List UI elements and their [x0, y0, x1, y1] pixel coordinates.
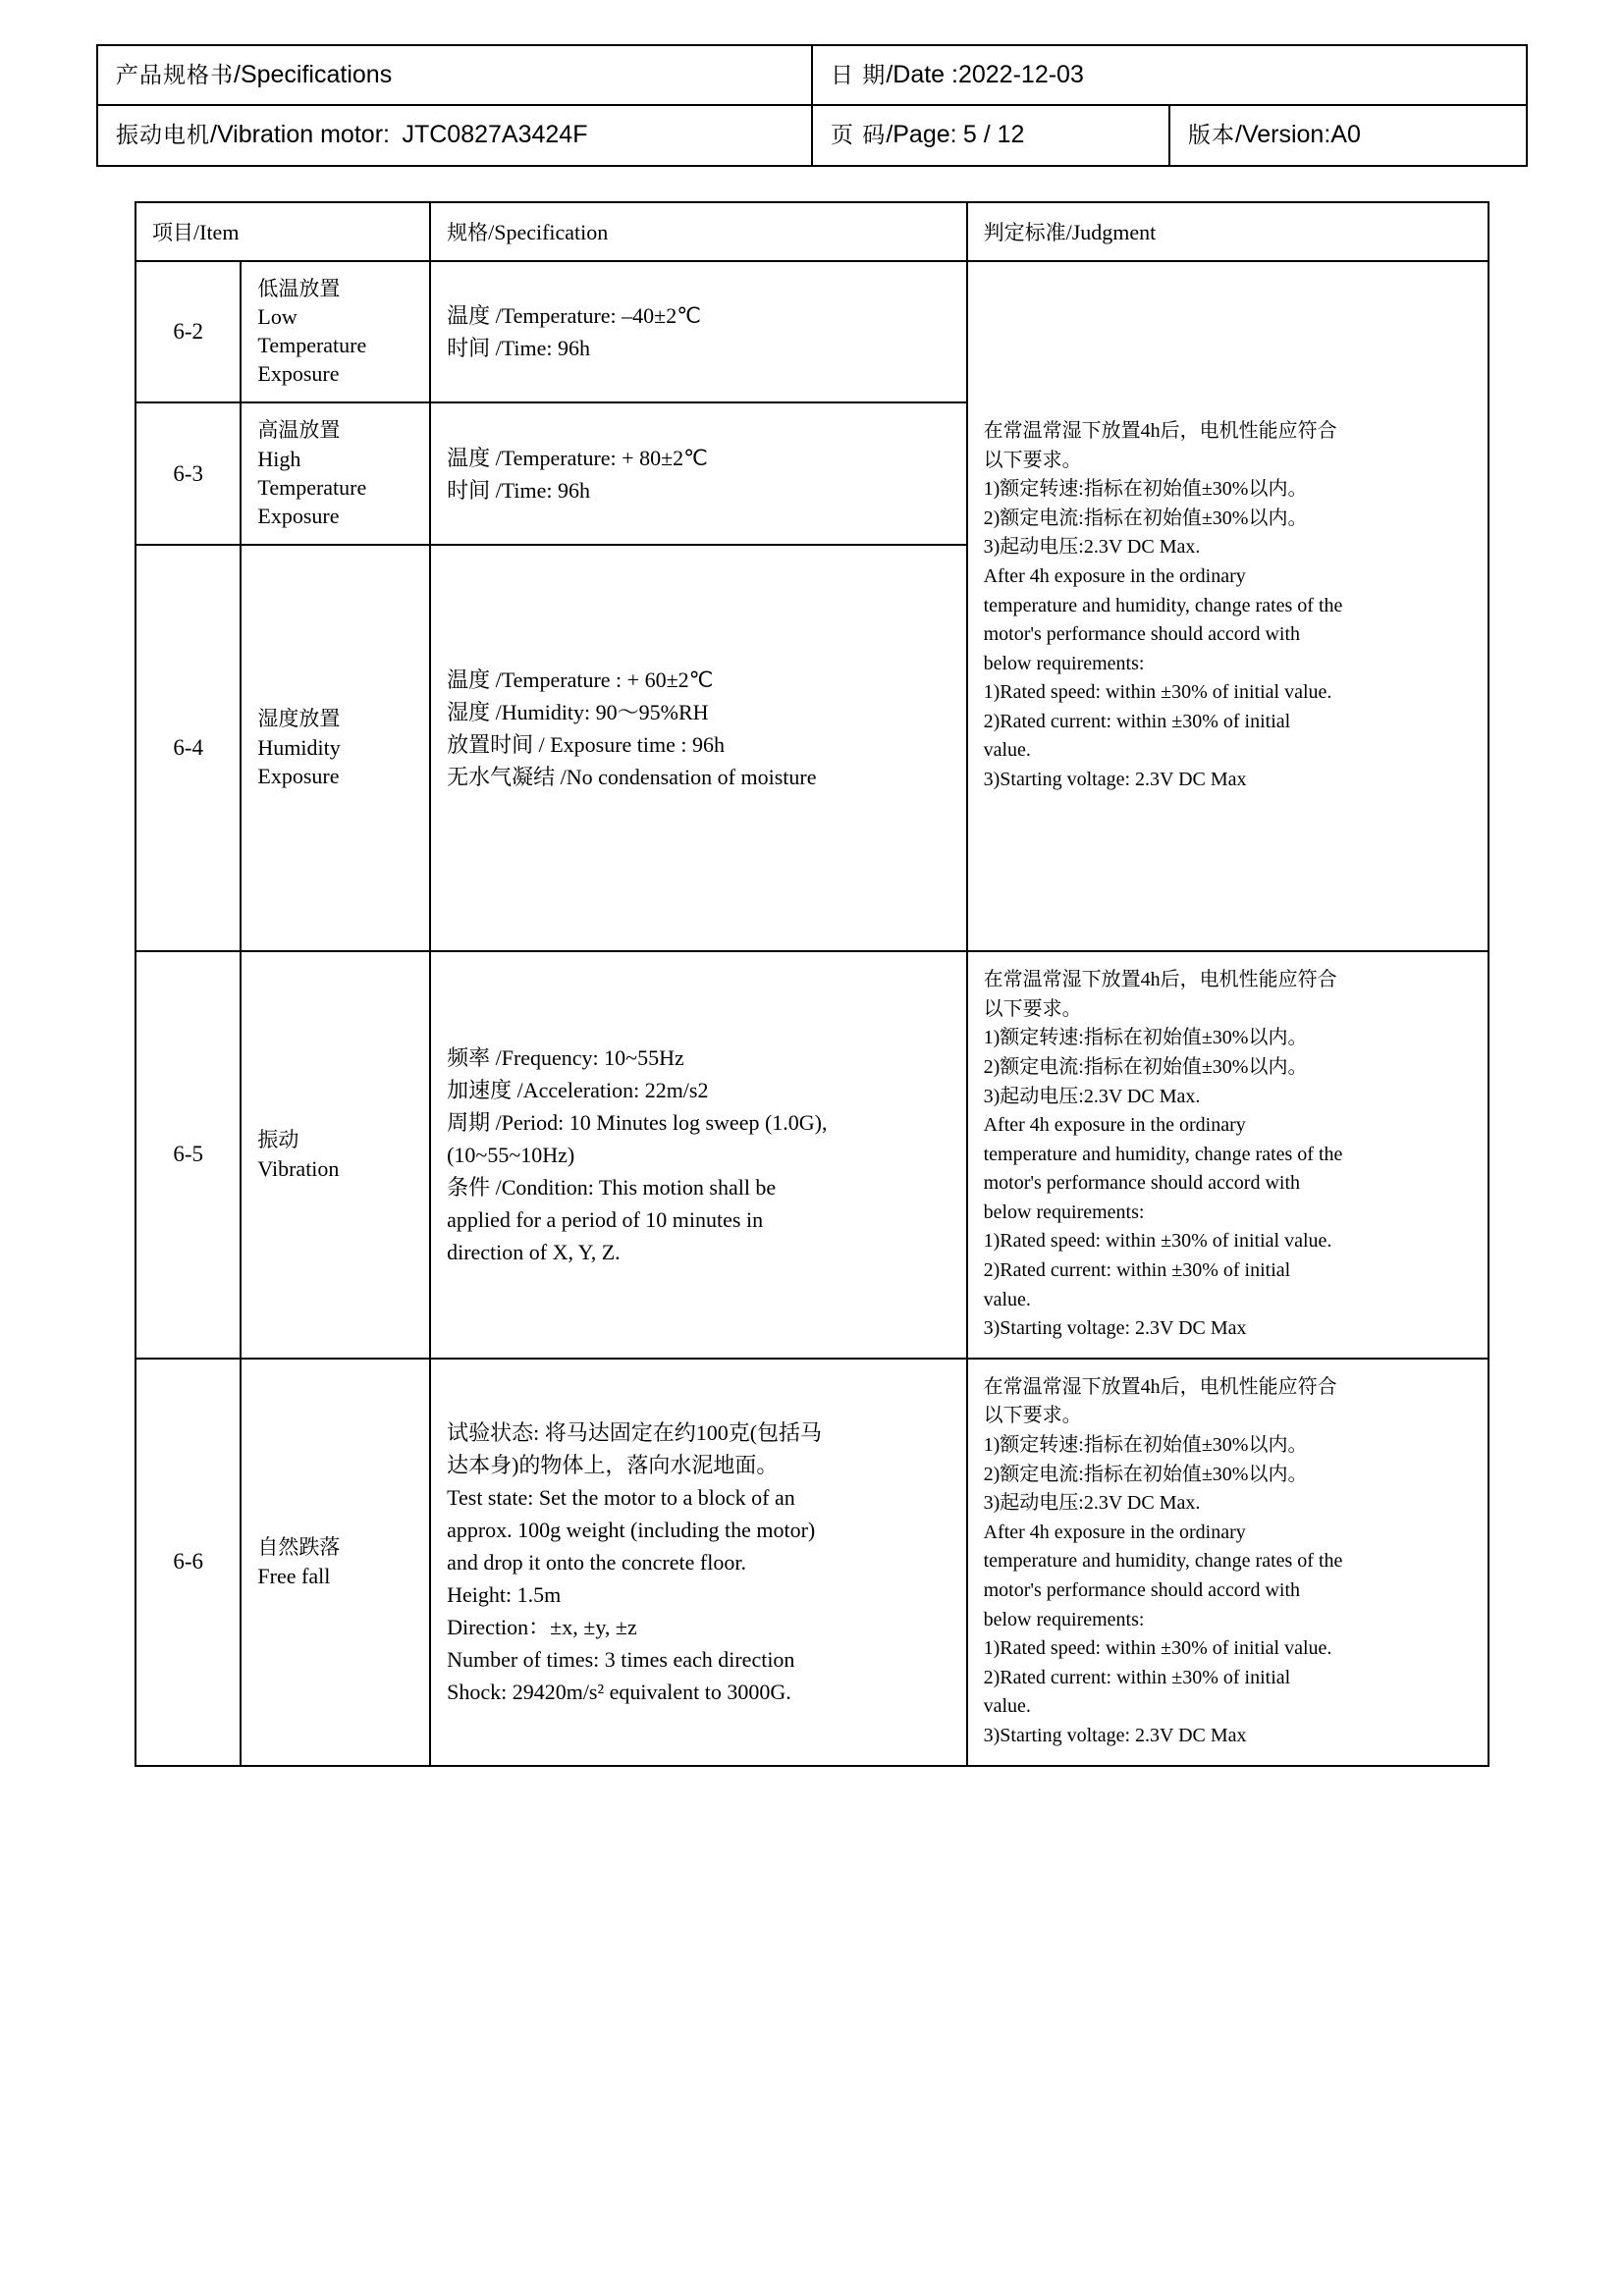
row-number: 6-4 — [135, 545, 241, 951]
column-header-item-cn: 项目 — [152, 220, 193, 244]
judgment-line: 以下要求。 — [983, 449, 1082, 471]
header-cell-page — [812, 105, 1169, 165]
spec-line: 放置时间 / Exposure time : 96h — [447, 732, 726, 758]
row-specification — [430, 402, 967, 545]
judgment-line: 在常温常湿下放置4h后，电机性能应符合 — [983, 419, 1337, 442]
spec-line: 周期 /Period: 10 Minutes log sweep (1.0G), — [447, 1109, 828, 1135]
row-item-name — [241, 402, 430, 545]
judgment-line: After 4h exposure in the ordinary — [983, 1114, 1246, 1137]
row-item-name — [241, 545, 430, 951]
judgment-line: 以下要求。 — [983, 997, 1082, 1020]
row-item-name — [241, 951, 430, 1359]
judgment-line: After 4h exposure in the ordinary — [983, 564, 1246, 587]
judgment-line: temperature and humidity, change rates of the — [983, 1143, 1343, 1165]
judgment-line: 1)额定转速:指标在初始值±30%以内。 — [983, 478, 1308, 501]
judgment-line: 在常温常湿下放置4h后，电机性能应符合 — [983, 1375, 1337, 1398]
row-specification — [430, 1359, 967, 1766]
judgment-line: value. — [983, 1695, 1031, 1718]
specification-table — [135, 201, 1489, 1767]
judgment-line: 2)Rated current: within ±30% of initial — [983, 1666, 1291, 1688]
item-label-cn: 低温放置 — [257, 276, 341, 300]
judgment-line: value. — [983, 1288, 1031, 1310]
judgment-line: temperature and humidity, change rates of the — [983, 594, 1343, 616]
column-header-spec-en: /Specification — [488, 219, 609, 244]
item-label-en-1: High — [257, 447, 301, 472]
judgment-line: 2)额定电流:指标在初始值±30%以内。 — [983, 507, 1308, 529]
spec-line: 无水气凝结 /No condensation of moisture — [447, 765, 817, 790]
judgment-line: 1)额定转速:指标在初始值±30%以内。 — [983, 1434, 1308, 1457]
item-label-cn: 高温放置 — [257, 418, 341, 443]
header-cell-version — [1169, 105, 1527, 165]
judgment-line: 在常温常湿下放置4h后，电机性能应符合 — [983, 969, 1337, 991]
judgment-line: 2)Rated current: within ±30% of initial — [983, 1259, 1291, 1282]
header-cell-product — [97, 105, 812, 165]
spec-line: Height: 1.5m — [447, 1581, 562, 1607]
spec-line: 温度 /Temperature: + 80±2℃ — [447, 445, 708, 470]
spec-line: approx. 100g weight (including the motor) — [447, 1517, 816, 1542]
judgment-line: 1)Rated speed: within ±30% of initial value. — [983, 1637, 1332, 1660]
item-label-cn: 湿度放置 — [257, 707, 341, 731]
judgment-line: below requirements: — [983, 1608, 1145, 1630]
header-cell-specifications — [97, 45, 812, 105]
column-header-item-en: /Item — [193, 219, 240, 244]
judgment-line: 3)Starting voltage: 2.3V DC Max — [983, 769, 1247, 791]
spec-line: 时间 /Time: 96h — [447, 335, 590, 360]
spec-line: and drop it onto the concrete floor. — [447, 1549, 746, 1575]
judgment-line: 3)起动电压:2.3V DC Max. — [983, 1085, 1201, 1107]
item-label-en-1: Free fall — [257, 1563, 331, 1588]
header-date-label-en: /Date : — [886, 61, 958, 88]
header-page-label-cn: 页 码 — [831, 123, 887, 149]
item-label-en-3: Exposure — [257, 361, 340, 387]
judgment-line: temperature and humidity, change rates of the — [983, 1550, 1343, 1573]
spec-line: 时间 /Time: 96h — [447, 477, 590, 503]
row-number: 6-2 — [135, 261, 241, 403]
header-row-product — [97, 105, 1527, 165]
judgment-line: 2)Rated current: within ±30% of initial — [983, 710, 1291, 732]
header-product-cn: 振动电机 — [116, 123, 210, 149]
judgment-line: 1)Rated speed: within ±30% of initial value. — [983, 681, 1332, 704]
row-item-name — [241, 1359, 430, 1766]
judgment-line: 2)额定电流:指标在初始值±30%以内。 — [983, 1463, 1308, 1485]
spec-line: 温度 /Temperature : + 60±2℃ — [447, 667, 714, 693]
spec-line: 加速度 /Acceleration: 22m/s2 — [447, 1077, 709, 1102]
item-label-en-2: Temperature — [257, 475, 367, 501]
header-date-value: 2022-12-03 — [957, 61, 1084, 88]
judgment-line: motor's performance should accord with — [983, 623, 1301, 646]
judgment-line: motor's performance should accord with — [983, 1579, 1301, 1601]
spec-line: 条件 /Condition: This motion shall be — [447, 1174, 777, 1200]
header-version-value: A0 — [1330, 121, 1361, 149]
spec-line: Direction：±x, ±y, ±z — [447, 1614, 637, 1639]
spec-line: 湿度 /Humidity: 90～95%RH — [447, 700, 709, 725]
item-label-cn: 振动 — [257, 1128, 299, 1152]
spec-line: Shock: 29420m/s² equivalent to 3000G. — [447, 1679, 791, 1704]
column-header-spec-cn: 规格 — [447, 220, 489, 244]
judgment-line: 3)起动电压:2.3V DC Max. — [983, 1492, 1201, 1515]
spec-line: Number of times: 3 times each direction — [447, 1646, 795, 1672]
judgment-line: below requirements: — [983, 1201, 1145, 1223]
row-specification — [430, 545, 967, 951]
column-header-judgment — [967, 202, 1489, 261]
row-judgment — [967, 951, 1489, 1359]
header-title-cn: 产品规格书 — [116, 63, 234, 88]
row-number: 6-6 — [135, 1359, 241, 1766]
judgment-line: 以下要求。 — [983, 1405, 1082, 1427]
header-product-en: /Vibration motor: — [210, 121, 390, 149]
row-item-name — [241, 261, 430, 403]
header-version-label-en: /Version: — [1235, 121, 1331, 149]
judgment-line: 1)Rated speed: within ±30% of initial value. — [983, 1230, 1332, 1253]
row-judgment — [967, 1359, 1489, 1766]
judgment-line: 3)Starting voltage: 2.3V DC Max — [983, 1724, 1247, 1746]
item-label-en-1: Low — [257, 304, 298, 330]
header-page-label-en: /Page: — [886, 121, 957, 149]
column-header-judgment-cn: 判定标准 — [983, 220, 1066, 244]
judgment-line: 1)额定转速:指标在初始值±30%以内。 — [983, 1027, 1308, 1049]
header-title-en: /Specifications — [234, 61, 393, 88]
row-number: 6-3 — [135, 402, 241, 545]
spec-line: direction of X, Y, Z. — [447, 1239, 621, 1264]
table-header-row — [135, 202, 1489, 261]
item-label-en-1: Vibration — [257, 1155, 340, 1181]
document-header-table — [96, 44, 1528, 167]
row-judgment — [967, 261, 1489, 952]
spec-line: applied for a period of 10 minutes in — [447, 1206, 764, 1232]
judgment-line: 3)起动电压:2.3V DC Max. — [983, 536, 1201, 559]
spec-line: 频率 /Frequency: 10~55Hz — [447, 1044, 684, 1070]
spec-line: 试验状态: 将马达固定在约100克(包括马 — [447, 1419, 823, 1445]
judgment-line: value. — [983, 739, 1031, 762]
spec-line: (10~55~10Hz) — [447, 1142, 575, 1167]
table-row — [135, 951, 1489, 1359]
column-header-specification — [430, 202, 967, 261]
column-header-judgment-en: /Judgment — [1065, 219, 1157, 244]
item-label-en-2: Exposure — [257, 763, 340, 788]
item-label-en-3: Exposure — [257, 504, 340, 529]
spec-line: 达本身)的物体上，落向水泥地面。 — [447, 1452, 779, 1477]
header-product-model: JTC0827A3424F — [402, 121, 588, 149]
header-cell-date — [812, 45, 1527, 105]
judgment-line: below requirements: — [983, 652, 1145, 674]
item-label-en-2: Temperature — [257, 333, 367, 358]
header-version-label-cn: 版本 — [1188, 123, 1235, 149]
row-specification — [430, 951, 967, 1359]
judgment-line: 2)额定电流:指标在初始值±30%以内。 — [983, 1055, 1308, 1078]
judgment-line: motor's performance should accord with — [983, 1172, 1301, 1195]
judgment-line: 3)Starting voltage: 2.3V DC Max — [983, 1317, 1247, 1340]
spec-line: Test state: Set the motor to a block of an — [447, 1484, 795, 1510]
row-specification — [430, 261, 967, 403]
judgment-line: After 4h exposure in the ordinary — [983, 1521, 1246, 1543]
header-row-title — [97, 45, 1527, 105]
header-date-label-cn: 日 期 — [831, 63, 887, 88]
table-row — [135, 1359, 1489, 1766]
item-label-en-1: Humidity — [257, 734, 341, 760]
row-number: 6-5 — [135, 951, 241, 1359]
column-header-item — [135, 202, 430, 261]
header-page-value: 5 / 12 — [962, 121, 1025, 149]
spec-line: 温度 /Temperature: –40±2℃ — [447, 302, 701, 328]
table-row — [135, 261, 1489, 403]
item-label-cn: 自然跌落 — [257, 1534, 341, 1559]
